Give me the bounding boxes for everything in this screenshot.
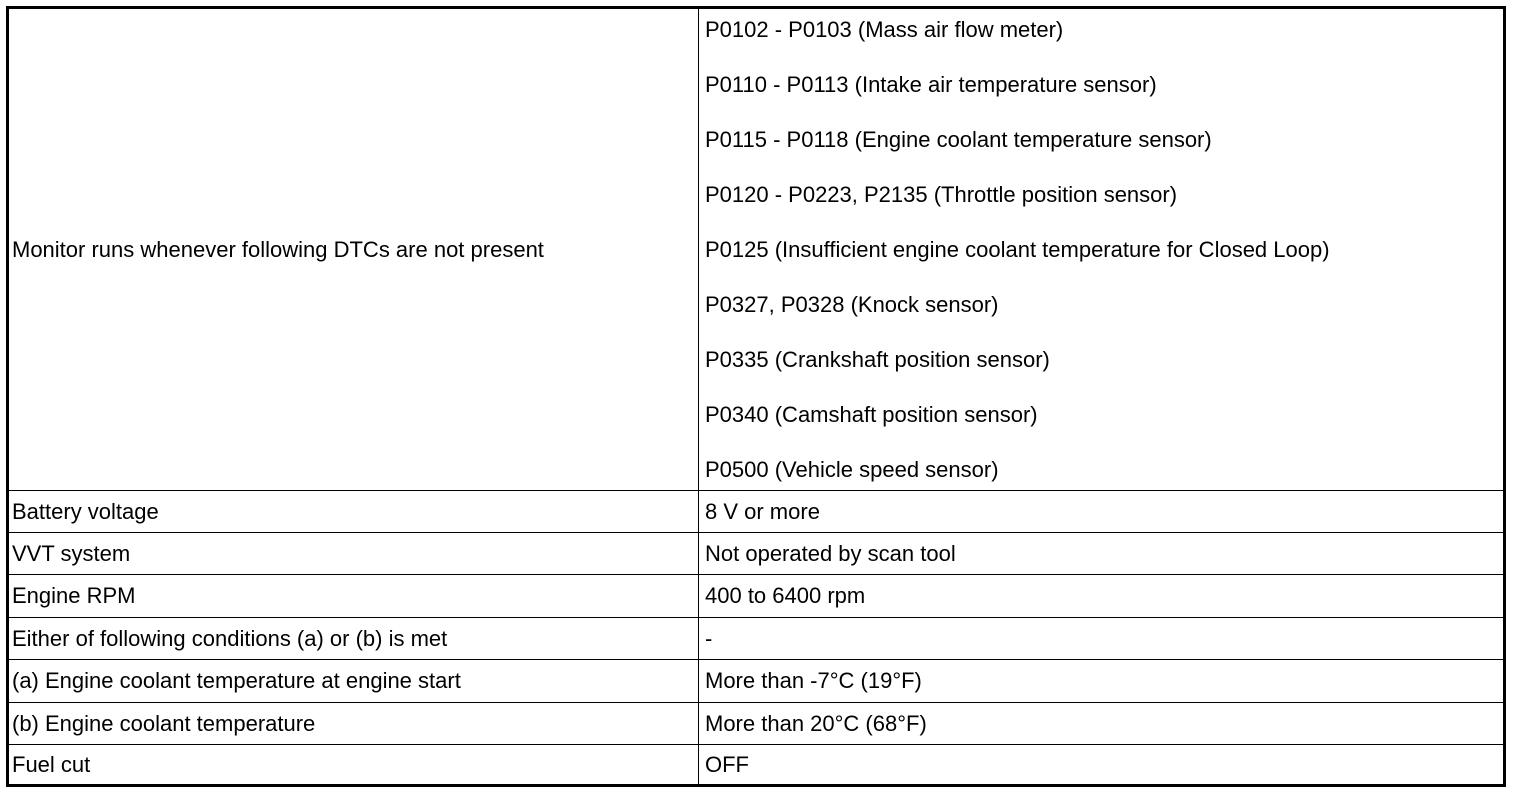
table-row — [9, 745, 1503, 784]
table-row — [9, 491, 1503, 533]
condition-label: (b) Engine coolant temperature — [9, 703, 699, 744]
dtc-item: P0120 - P0223, P2135 (Throttle position sensor) — [705, 182, 1178, 207]
condition-value: - — [705, 625, 713, 651]
dtc-item: P0125 (Insufficient engine coolant temperature for Closed Loop) — [705, 237, 1330, 262]
dtc-item: P0340 (Camshaft position sensor) — [705, 402, 1038, 427]
dtc-item: P0335 (Crankshaft position sensor) — [705, 347, 1050, 372]
table-row — [9, 660, 1503, 703]
table-row — [9, 9, 1503, 491]
condition-label: VVT system — [9, 533, 699, 574]
condition-value: More than -7°C (19°F) — [705, 668, 922, 693]
condition-value: OFF — [705, 751, 749, 777]
dtc-item: P0115 - P0118 (Engine coolant temperature sensor) — [705, 127, 1212, 152]
table-row — [9, 618, 1503, 660]
dtc-item: P0327, P0328 (Knock sensor) — [705, 292, 999, 317]
table-row — [9, 575, 1503, 618]
condition-label: Either of following conditions (a) or (b) is met — [9, 618, 699, 659]
condition-label: Engine RPM — [9, 575, 699, 617]
condition-label: Fuel cut — [9, 745, 699, 784]
condition-value: Not operated by scan tool — [705, 540, 956, 566]
dtc-item: P0110 - P0113 (Intake air temperature sensor) — [705, 72, 1157, 97]
condition-value: 400 to 6400 rpm — [705, 583, 866, 608]
condition-label: Monitor runs whenever following DTCs are not present — [9, 9, 699, 490]
dtc-item: P0102 - P0103 (Mass air flow meter) — [705, 17, 1064, 42]
condition-label: Battery voltage — [9, 491, 699, 532]
conditions-table — [6, 6, 1506, 787]
dtc-item: P0500 (Vehicle speed sensor) — [705, 457, 999, 482]
table-row — [9, 533, 1503, 575]
dtc-list — [699, 9, 1503, 490]
table-row — [9, 703, 1503, 745]
condition-label: (a) Engine coolant temperature at engine start — [9, 660, 699, 702]
condition-value: 8 V or more — [705, 498, 820, 524]
condition-value: More than 20°C (68°F) — [705, 710, 927, 736]
